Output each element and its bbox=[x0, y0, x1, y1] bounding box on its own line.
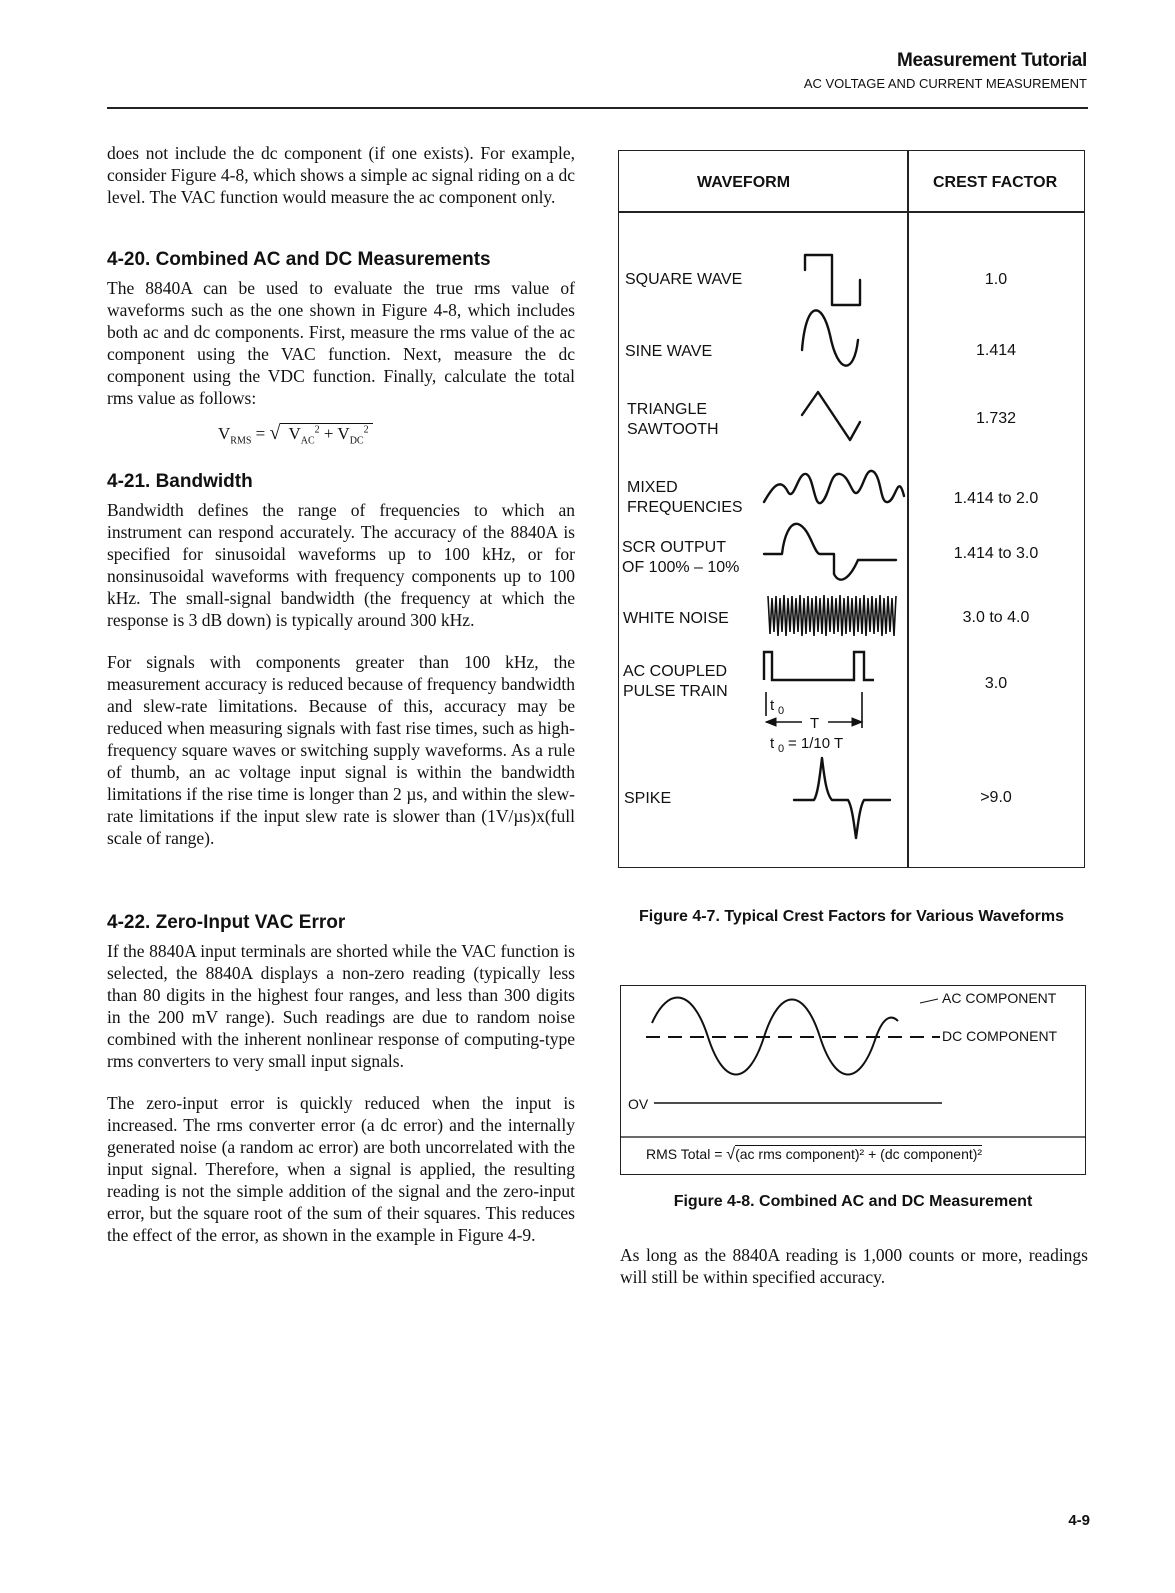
waveform-icons bbox=[750, 240, 910, 870]
crest-value-triangle: 1.732 bbox=[975, 410, 1017, 427]
section-heading: 4-21. Bandwidth bbox=[107, 471, 253, 492]
row-name-scr: SCR OUTPUT OF 100% – 10% bbox=[622, 539, 740, 576]
row-name-pulse-train: AC COUPLED PULSE TRAIN bbox=[623, 663, 728, 700]
dc-component-label: DC COMPONENT bbox=[942, 1028, 1058, 1044]
section-4-20 bbox=[107, 249, 575, 409]
white-noise-icon bbox=[768, 595, 896, 636]
mixed-frequency-wave-icon bbox=[764, 471, 904, 503]
section-paragraph: For signals with components greater than 100 kHz, the measurement accuracy is reduced because of frequency bandwidth and slew-rate limitations. Because of this, accuracy may be reduced when measuring signals with fast rise times, such as high-frequency square waves or switching supply waveforms. As a rule of thumb, an ac voltage input signal is within the bandwidth limitations if the rise time is longer than 2 µs, and within the slew-rate limitations if the input slew rate is slower than (1V/µs)x(full scale of range). bbox=[107, 652, 575, 848]
ac-sine-wave bbox=[652, 998, 898, 1075]
section-4-22 bbox=[107, 912, 575, 1246]
crest-value-square: 1.0 bbox=[984, 271, 1008, 288]
section-heading: 4-22. Zero-Input VAC Error bbox=[107, 912, 346, 933]
t0-label-top-sub: 0 bbox=[778, 705, 785, 717]
right-column-paragraph: As long as the 8840A reading is 1,000 counts or more, readings will still be within specified accuracy. bbox=[620, 1245, 1088, 1287]
crest-value-sine: 1.414 bbox=[975, 342, 1017, 359]
row-name-spike: SPIKE bbox=[624, 790, 672, 807]
header-rule bbox=[107, 107, 1088, 109]
page-number: 4-9 bbox=[1068, 1512, 1090, 1529]
row-name-triangle: TRIANGLE SAWTOOTH bbox=[627, 401, 719, 438]
crest-value-mixed: 1.414 to 2.0 bbox=[953, 490, 1039, 507]
row-name-mixed: MIXED FREQUENCIES bbox=[627, 479, 743, 516]
row-name-sine: SINE WAVE bbox=[625, 343, 713, 360]
table-header-waveform: WAVEFORM bbox=[697, 174, 791, 191]
section-paragraph: The zero-input error is quickly reduced when the input is increased. The rms converter error (a dc error) and the internally generated noise (a random ac error) are both uncorrelated with the input signal. Therefore, when a signal is applied, the resulting reading is not the simple addition of the signal and the zero-input error, but the square root of the sum of their squares. This reduces the effect of the error, as shown in the example in Figure 4-9. bbox=[107, 1093, 575, 1245]
zero-volt-label: OV bbox=[628, 1096, 649, 1112]
square-wave-icon bbox=[805, 255, 860, 305]
header-title: Measurement Tutorial bbox=[896, 50, 1087, 71]
sine-wave-icon bbox=[802, 310, 858, 365]
table-header-crest-factor: CREST FACTOR bbox=[933, 174, 1058, 191]
t0-relation-t: t bbox=[770, 735, 775, 752]
triangle-wave-icon bbox=[802, 392, 860, 440]
spike-wave-icon bbox=[794, 758, 890, 838]
header-subtitle: AC VOLTAGE AND CURRENT MEASUREMENT bbox=[803, 76, 1087, 91]
crest-value-spike: >9.0 bbox=[980, 789, 1012, 806]
section-4-21 bbox=[107, 471, 575, 849]
scr-output-wave-icon bbox=[764, 524, 896, 580]
section-heading: 4-20. Combined AC and DC Measurements bbox=[107, 249, 491, 270]
rms-total-formula: RMS Total = √(ac rms component)² + (dc component)² bbox=[646, 1146, 983, 1163]
ac-component-label: AC COMPONENT bbox=[942, 990, 1057, 1006]
section-paragraph: Bandwidth defines the range of frequencies to which an instrument can respond accurately. The accuracy of the 8840A is specified for sinusoidal waveforms up to 100 kHz, or for nonsinusoidal waveforms with frequency components up to 100 kHz. The small-signal bandwidth (the frequency at which the response is 3 dB down) is typically around 300 kHz. bbox=[107, 500, 575, 630]
row-name-square: SQUARE WAVE bbox=[625, 271, 743, 288]
crest-value-white-noise: 3.0 to 4.0 bbox=[962, 609, 1030, 626]
intro-paragraph: does not include the dc component (if one exists). For example, consider Figure 4-8, which shows a simple ac signal riding on a dc level. The VAC function would measure the ac component only. bbox=[107, 143, 575, 207]
crest-value-scr: 1.414 to 3.0 bbox=[953, 545, 1039, 562]
t0-relation-text: = 1/10 T bbox=[788, 735, 844, 752]
t0-relation-sub: 0 bbox=[778, 743, 785, 755]
period-label: T bbox=[810, 715, 820, 732]
section-paragraph: The 8840A can be used to evaluate the true rms value of waveforms such as the one shown in Figure 4-8, which includes both ac and dc components. First, measure the rms value of the ac component using the VAC function. Next, measure the dc component using the VDC function. Finally, calculate the total rms value as follows: bbox=[107, 278, 575, 408]
figure-4-7-caption: Figure 4-7. Typical Crest Factors for Various Waveforms bbox=[638, 908, 1064, 925]
rms-formula: $V_{RMS}$ = √ $V_{AC}^2 + V_{DC}^2$ bbox=[218, 422, 373, 446]
crest-value-pulse-train: 3.0 bbox=[984, 675, 1008, 692]
section-paragraph: If the 8840A input terminals are shorted while the VAC function is selected, the 8840A displays a non-zero reading (typically less than 80 digits in the highest four ranges, and less than 300 digits in the 200 mV range). Such readings are due to random noise combined with the inherent nonlinear response of computing-type rms converters to very small input signals. bbox=[107, 941, 575, 1071]
ac-label-leader bbox=[920, 999, 938, 1003]
figure-4-8-caption: Figure 4-8. Combined AC and DC Measurement bbox=[673, 1193, 1033, 1210]
row-name-white-noise: WHITE NOISE bbox=[623, 610, 729, 627]
table-header-divider bbox=[618, 211, 1085, 213]
t0-label-top: t bbox=[770, 697, 775, 714]
